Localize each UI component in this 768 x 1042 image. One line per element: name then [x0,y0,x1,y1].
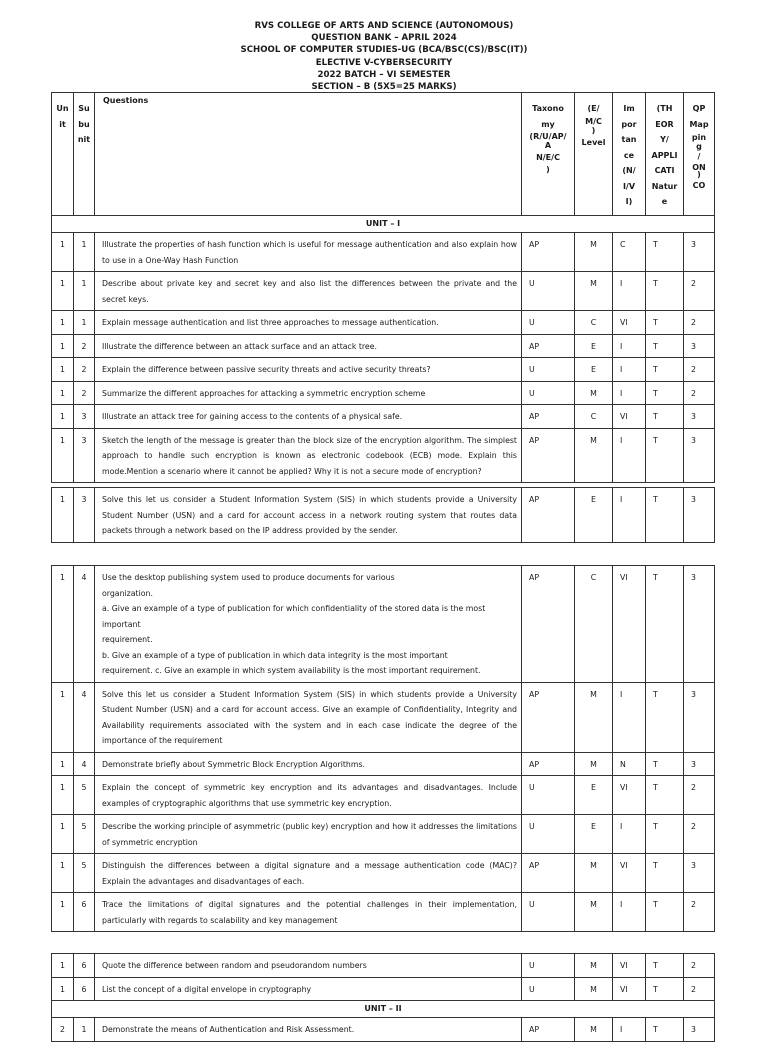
question-cell: Explain message authentication and list three approaches to message authentication. [95,311,522,335]
table-row [52,682,715,752]
qp-mapping-cell: 3 [684,682,715,752]
importance-cell: VI [613,405,646,429]
question-line: requirement. [102,635,153,644]
level-cell: E [575,488,613,543]
document-header [0,20,768,93]
qp-mapping-cell: 3 [684,334,715,358]
importance-cell: I [613,815,646,854]
qp-mapping-cell: 3 [684,1018,715,1042]
unit-cell: 1 [52,977,74,1001]
importance-cell: I [613,334,646,358]
question-cell: Distinguish the differences between a digital signature and a message authentication code (MAC)? Explain the advantages and disadvantages of each. [95,854,522,893]
nature-cell: T [646,358,684,382]
table-row [52,488,715,543]
subunit-cell: 5 [74,776,95,815]
unit-cell: 2 [52,1018,74,1042]
importance-cell: N [613,752,646,776]
importance-cell: I [613,381,646,405]
question-line: Use the desktop publishing system used to produce documents for various [102,573,395,582]
importance-cell: I [613,893,646,932]
level-cell: M [575,428,613,483]
qp-mapping-cell: 2 [684,954,715,978]
taxonomy-cell: AP [522,233,575,272]
col-questions: Questions [95,93,522,216]
question-cell: Explain the difference between passive security threats and active security threats? [95,358,522,382]
college-name: RVS COLLEGE OF ARTS AND SCIENCE (AUTONOMOUS) [254,21,514,31]
nature-cell: T [646,752,684,776]
qp-mapping-cell: 2 [684,815,715,854]
unit-label: UNIT – I [52,216,715,233]
level-cell: M [575,233,613,272]
taxonomy-cell: AP [522,682,575,752]
qp-mapping-cell: 3 [684,566,715,683]
col-level: (E/ M/C ) Level [575,93,613,216]
unit-cell: 1 [52,682,74,752]
taxonomy-cell: U [522,893,575,932]
level-cell: M [575,893,613,932]
importance-cell: VI [613,311,646,335]
unit-cell: 1 [52,334,74,358]
subunit-cell: 2 [74,358,95,382]
elective-name: ELECTIVE V-CYBERSECURITY [315,57,453,68]
table-row [52,954,715,978]
unit-cell: 1 [52,428,74,483]
subunit-cell: 2 [74,334,95,358]
unit-cell: 1 [52,381,74,405]
question-cell: Quote the difference between random and pseudorandom numbers [95,954,522,978]
taxonomy-cell: U [522,381,575,405]
subunit-cell: 3 [74,488,95,543]
importance-cell: I [613,488,646,543]
importance-cell: I [613,682,646,752]
importance-cell: VI [613,776,646,815]
taxonomy-cell: U [522,358,575,382]
level-cell: C [575,566,613,683]
unit-row [52,216,715,233]
unit-cell: 1 [52,854,74,893]
table-row [52,1018,715,1042]
unit-cell: 1 [52,954,74,978]
importance-cell: VI [613,566,646,683]
question-cell: Illustrate the properties of hash function which is useful for message authentication and also explain how to use in a One-Way Hash Function [95,233,522,272]
table-row [52,405,715,429]
unit-cell: 1 [52,311,74,335]
unit-cell: 1 [52,815,74,854]
taxonomy-cell: AP [522,752,575,776]
unit-cell: 1 [52,233,74,272]
taxonomy-cell: AP [522,334,575,358]
taxonomy-cell: U [522,954,575,978]
question-cell [95,566,522,683]
level-cell: M [575,752,613,776]
level-cell: E [575,358,613,382]
question-table-3 [51,565,715,932]
level-cell: E [575,776,613,815]
table-row [52,854,715,893]
qp-mapping-cell: 3 [684,233,715,272]
taxonomy-cell: U [522,272,575,311]
unit-cell: 1 [52,272,74,311]
subunit-cell: 1 [74,272,95,311]
table-row [52,776,715,815]
col-nature: (TH EOR Y/ APPLI CATI Natur e [646,93,684,216]
importance-cell: VI [613,977,646,1001]
level-cell: M [575,977,613,1001]
question-line: requirement. c. Give an example in which system availability is the most important requirement. [102,666,481,675]
qp-mapping-cell: 3 [684,752,715,776]
level-cell: M [575,954,613,978]
subunit-cell: 6 [74,954,95,978]
question-table-4 [51,953,715,1042]
nature-cell: T [646,682,684,752]
unit-cell: 1 [52,358,74,382]
nature-cell: T [646,334,684,358]
taxonomy-cell: AP [522,566,575,683]
table-row [52,893,715,932]
level-cell: M [575,272,613,311]
importance-cell: I [613,358,646,382]
importance-cell: C [613,233,646,272]
question-cell: Explain the concept of symmetric key encryption and its advantages and disadvantages. Include examples of cryptographic algorithms that use symmetric key encryption. [95,776,522,815]
question-bank-title: QUESTION BANK – APRIL 2024 [311,33,457,44]
qp-mapping-cell: 2 [684,977,715,1001]
qp-mapping-cell: 2 [684,272,715,311]
col-unit: Un it [52,93,74,216]
question-cell: Sketch the length of the message is greater than the block size of the encryption algorithm. The simplest approach to handle such encryption is known as electronic codebook (ECB) mode. Explain this mode.Mention a scenario where it cannot be applied? Why it is not a secure mode of encryption? [95,428,522,483]
taxonomy-cell: AP [522,405,575,429]
subunit-cell: 1 [74,233,95,272]
nature-cell: T [646,815,684,854]
qp-mapping-cell: 3 [684,428,715,483]
subunit-cell: 6 [74,977,95,1001]
qp-mapping-cell: 2 [684,776,715,815]
subunit-cell: 6 [74,893,95,932]
question-cell: Describe about private key and secret key and also list the differences between the private and the secret keys. [95,272,522,311]
table-row [52,334,715,358]
subunit-cell: 4 [74,682,95,752]
subunit-cell: 3 [74,428,95,483]
table-row [52,752,715,776]
table-row [52,381,715,405]
qp-mapping-cell: 2 [684,358,715,382]
nature-cell: T [646,776,684,815]
level-cell: C [575,311,613,335]
question-cell: Solve this let us consider a Student Information System (SIS) in which students provide a University Student Number (USN) and a card for account access in a network routing system that routes data packets through a network based on the IP address provided by the sender. [95,488,522,543]
unit-cell: 1 [52,566,74,683]
taxonomy-cell: U [522,776,575,815]
question-line: organization. [102,588,153,598]
nature-cell: T [646,488,684,543]
subunit-cell: 3 [74,405,95,429]
taxonomy-cell: AP [522,854,575,893]
importance-cell: I [613,428,646,483]
subunit-cell: 1 [74,1018,95,1042]
question-cell: Demonstrate briefly about Symmetric Block Encryption Algorithms. [95,752,522,776]
importance-cell: VI [613,854,646,893]
nature-cell: T [646,233,684,272]
table-row [52,358,715,382]
col-importance: Im por tan ce (N/ I/V I) [613,93,646,216]
question-cell: Demonstrate the means of Authentication and Risk Assessment. [95,1018,522,1042]
section-title: SECTION – B (5X5=25 MARKS) [311,82,457,93]
question-line: b. Give an example of a type of publication in which data integrity is the most important [102,650,448,660]
level-cell: M [575,1018,613,1042]
importance-cell: VI [613,954,646,978]
subunit-cell: 2 [74,381,95,405]
unit-cell: 1 [52,893,74,932]
qp-mapping-cell: 2 [684,893,715,932]
subunit-cell: 1 [74,311,95,335]
level-cell: M [575,854,613,893]
subunit-cell: 5 [74,815,95,854]
unit-cell: 1 [52,405,74,429]
question-cell: Solve this let us consider a Student Information System (SIS) in which students provide a University Student Number (USN) and a card for account access. Give an example of Confidentiality, Integrity and Availability requirements associated with the system and in each case indicate the degree of the importance of the requirement [95,682,522,752]
col-subunit: Su bu nit [74,93,95,216]
importance-cell: I [613,1018,646,1042]
nature-cell: T [646,272,684,311]
taxonomy-cell: U [522,311,575,335]
question-cell: List the concept of a digital envelope in cryptography [95,977,522,1001]
table-row [52,566,715,683]
level-cell: M [575,682,613,752]
nature-cell: T [646,405,684,429]
question-line: a. Give an example of a type of publication for which confidentiality of the stored data is the most important [102,604,486,629]
table-header-row [52,93,715,216]
question-table-2 [51,487,715,543]
taxonomy-cell: U [522,815,575,854]
unit-row [52,1001,715,1018]
table-row [52,311,715,335]
table-row [52,977,715,1001]
qp-mapping-cell: 2 [684,311,715,335]
nature-cell: T [646,893,684,932]
table-row [52,233,715,272]
question-cell: Illustrate an attack tree for gaining access to the contents of a physical safe. [95,405,522,429]
question-table-1 [51,92,715,483]
unit-cell: 1 [52,776,74,815]
taxonomy-cell: AP [522,488,575,543]
level-cell: C [575,405,613,429]
nature-cell: T [646,977,684,1001]
nature-cell: T [646,566,684,683]
unit-cell: 1 [52,752,74,776]
col-qp-mapping: QP Map pin g / ON ) CO [684,93,715,216]
importance-cell: I [613,272,646,311]
table-row [52,815,715,854]
taxonomy-cell: AP [522,428,575,483]
nature-cell: T [646,854,684,893]
question-cell: Illustrate the difference between an attack surface and an attack tree. [95,334,522,358]
school-name: SCHOOL OF COMPUTER STUDIES-UG (BCA/BSC(CS)/BSC(IT)) [240,45,528,56]
nature-cell: T [646,1018,684,1042]
qp-mapping-cell: 3 [684,854,715,893]
question-cell: Summarize the different approaches for attacking a symmetric encryption scheme [95,381,522,405]
nature-cell: T [646,428,684,483]
unit-label: UNIT – II [52,1001,715,1018]
unit-cell: 1 [52,488,74,543]
nature-cell: T [646,954,684,978]
col-taxonomy: Taxono my (R/U/AP/ A N/E/C ) [522,93,575,216]
table-row [52,272,715,311]
taxonomy-cell: U [522,977,575,1001]
subunit-cell: 4 [74,566,95,683]
qp-mapping-cell: 2 [684,381,715,405]
batch-semester: 2022 BATCH – VI SEMESTER [317,69,451,80]
question-cell: Describe the working principle of asymmetric (public key) encryption and how it addresses the limitations of symmetric encryption [95,815,522,854]
level-cell: E [575,815,613,854]
nature-cell: T [646,311,684,335]
table-row [52,428,715,483]
qp-mapping-cell: 3 [684,488,715,543]
subunit-cell: 4 [74,752,95,776]
question-cell: Trace the limitations of digital signatures and the potential challenges in their implementation, particularly with regards to scalability and key management [95,893,522,932]
level-cell: M [575,381,613,405]
qp-mapping-cell: 3 [684,405,715,429]
subunit-cell: 5 [74,854,95,893]
level-cell: E [575,334,613,358]
taxonomy-cell: AP [522,1018,575,1042]
nature-cell: T [646,381,684,405]
